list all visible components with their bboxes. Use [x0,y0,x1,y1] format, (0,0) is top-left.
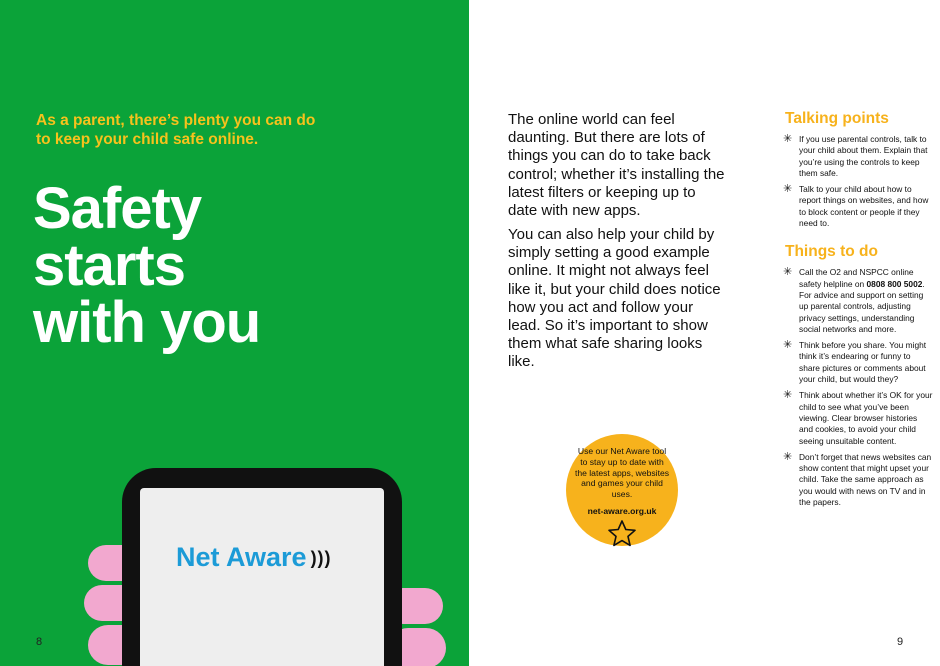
net-aware-logo [176,542,332,573]
asterisk-bullet-icon: ✳ [783,266,793,279]
page-number-right: 9 [897,636,904,648]
helpline-number: 0808 800 5002 [866,278,923,289]
things-to-do-text: Think about whether it’s OK for your child to see what you’ve been viewing. Clear browser histories and cookies, to avoid your child seeing unsuitable content. [799,390,933,446]
things-to-do-text [799,267,925,333]
talking-point-text: Talk to your child about how to report things on websites, and how to block content or people if they need to. [799,184,929,229]
list-item [783,184,933,229]
asterisk-bullet-icon: ✳ [783,339,793,352]
body-paragraph-2: You can also help your child by simply setting a good example online. It might not always feel like it, but your child does notice how you act and follow your lead. So it’s important to show them what safe sharing looks like. [508,226,721,371]
helpline-intro: Call the O2 and NSPCC online safety helpline on [799,267,914,289]
list-item [783,134,933,179]
asterisk-bullet-icon: ✳ [783,389,793,402]
body-paragraph-1: The online world can feel daunting. But there are lots of things you can do to take back control; whether it’s installing the latest filters or keeping up to date with new apps. [508,111,725,220]
tips-column [783,110,933,513]
talking-points-heading: Talking points [785,110,889,127]
headline-line: starts [33,233,185,298]
phone-illustration [122,468,402,666]
badge-url[interactable]: net-aware.org.uk [587,505,657,516]
left-page [0,0,469,666]
intro-text: As a parent, there’s plenty you can do to keep your child safe online. [36,112,316,148]
things-to-do-heading: Things to do [785,243,878,261]
list-item [783,267,933,335]
headline [33,176,261,355]
net-aware-badge [566,434,678,546]
page-number-left: 8 [36,636,43,648]
badge-text: Use our Net Aware tool to stay up to date with the latest apps, websites and games your child uses. [574,446,670,500]
list-item [783,340,933,385]
talking-point-text: If you use parental controls, talk to your child about them. Explain that you’re using the controls to keep them safe. [799,134,928,178]
sound-waves-icon: ))) [310,548,332,568]
asterisk-bullet-icon: ✳ [783,450,793,463]
asterisk-bullet-icon: ✳ [783,183,793,196]
things-to-do-text: Don’t forget that news websites can show content that might upset your child. Take the same approach as you would with news on TV and in the papers. [799,451,932,508]
headline-line: Safety [33,176,202,241]
headline-line: with you [33,290,261,355]
helpline-details: . For advice and support on setting up parental controls, adjusting privacy settings, understanding social networks and more. [799,278,925,334]
list-item [783,390,933,446]
star-outline-icon [607,519,637,547]
phone-screen [140,488,384,666]
list-item [783,452,933,508]
net-aware-logo-text: Net Aware [176,542,307,572]
asterisk-bullet-icon: ✳ [783,133,793,145]
things-to-do-text: Think before you share. You might think it’s endearing or funny to share pictures or comments about your child, but would they? [799,340,927,385]
right-page [469,0,940,666]
